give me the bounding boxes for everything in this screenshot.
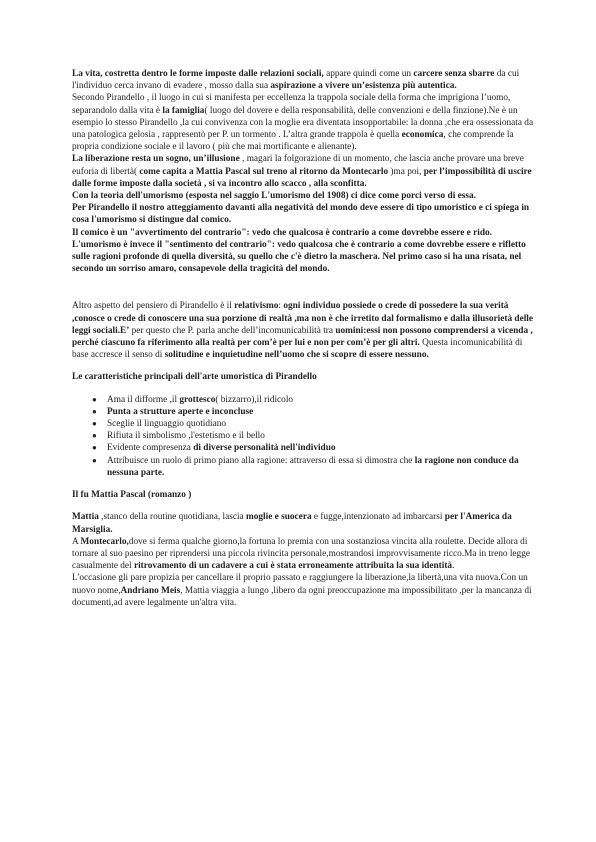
list-item xyxy=(92,430,536,442)
text-run: )ma poi, xyxy=(388,166,424,177)
text-run: . xyxy=(452,561,455,572)
list-item xyxy=(92,394,536,406)
bold-text: la ragione non conduce da nessuna parte. xyxy=(107,455,519,478)
paragraph-humor-attitude xyxy=(72,202,536,226)
paragraph-liberation xyxy=(72,153,536,190)
text-run: appare quindi come un xyxy=(323,69,414,79)
text-run: Secondo Pirandello , il luogo in cui si manifesta per eccellenza la trappola sociale della forma che imprigiona l’uomo, separandolo dalla vita è xyxy=(72,93,511,116)
text-run: , Mattia viaggia a lungo ,libero da ogni preoccupazione ma impossibilitato ,per la mancanza di documenti,ad avere legalmente un'altra vita. xyxy=(72,585,532,608)
bold-text: relativismo xyxy=(234,301,279,312)
bold-text: carcere senza sbarre xyxy=(413,69,495,79)
bold-text: di diverse personalità nell'individuo xyxy=(193,443,336,454)
bold-text: Andriano Meis xyxy=(120,585,181,596)
text-run: Ama il difforme ,il xyxy=(107,394,180,405)
paragraph-life-prison xyxy=(72,68,536,92)
text-run: Sceglie il linguaggio quotidiano xyxy=(107,419,227,430)
text-run: per questo che P. parla anche dell’incomunicabilità tra xyxy=(129,325,336,336)
bullet-icon: ● xyxy=(92,443,97,453)
bold-text: per l’impossibilità di uscire dalle forme imposte dalla società , si va incontro allo scacco , alla sconfitta. xyxy=(72,166,532,189)
text-run: Questa incomunicabilità di base accresce il senso di xyxy=(72,338,523,361)
bold-text: ritrovamento di un cadavere a cui è stata erroneamente attribuita la sua identità xyxy=(133,561,453,572)
heading-text: Le caratteristiche principali dell'arte umoristica di Pirandello xyxy=(72,372,317,383)
text-run: Altro aspetto del pensiero di Pirandello è il xyxy=(72,301,235,312)
text-run: : xyxy=(278,301,284,312)
spacer xyxy=(72,501,536,511)
heading-text: Il fu Mattia Pascal (romanzo ) xyxy=(72,490,192,501)
text-run: ,stanco della routine quotidiana, lascia xyxy=(98,512,247,523)
bold-text: Con la teoria dell'umorismo (esposta nel saggio L'umorismo del 1908) ci dice come porci verso di essa. xyxy=(72,191,476,202)
spacer xyxy=(72,479,536,489)
features-list xyxy=(72,394,536,479)
bold-text: solitudine e inquietudine nell’uomo che si scopre di essere nessuno. xyxy=(164,350,429,361)
text-run: ( luogo del dovere e della responsabilità, delle convenzioni e della finzione).Ne è un esempio lo stesso Pirandello ,la cui convivenza con la moglie era diventata insopportabile: la donna ,che era ossessionata da una patologica gelosia , rappresentò per P. un tormento . L’altra grande trappola è quella xyxy=(72,105,534,141)
paragraph-montecarlo xyxy=(72,536,536,573)
bullet-icon: ● xyxy=(92,431,97,441)
bold-text: uomini:essi non possono comprendersi a vicenda , perché ciascuno fa riferimento alla realtà per com’è per lui e non per com’è per gli altri. xyxy=(72,325,533,349)
paragraph-humor-definition xyxy=(72,239,536,276)
bold-text: Mattia xyxy=(72,512,99,523)
text-run: , che comprende la propria condizione sociale e il lavoro ( più che mai mortificante e alienante). xyxy=(72,130,514,153)
paragraph-new-life xyxy=(72,572,536,609)
list-item xyxy=(92,455,536,479)
bullet-icon: ● xyxy=(92,406,97,416)
bold-text: come capita a Mattia Pascal sul treno al ritorno da Montecarlo xyxy=(139,166,389,177)
bold-text: L'umorismo è invece il "sentimento del contrario": vedo qualcosa che è contrario a come dovrebbe essere e rifletto sulle ragioni profonde di quella diversità, su quello che c'è dietro la maschera. Nel primo caso si ha una risata, nel secondo un sorriso amaro, consapevole della tragicità del mondo. xyxy=(72,239,526,275)
paragraph-humor-theory xyxy=(72,190,536,202)
list-item xyxy=(92,418,536,430)
text-run: L'occasione gli pare propizia per cancellare il proprio passato e raggiungere la liberazione,la libertà,una vita nuova.Con un nuovo nome, xyxy=(72,573,528,596)
bold-text: La vita, costretta dentro le forme imposte dalle relazioni sociali, xyxy=(72,69,324,79)
spacer xyxy=(72,275,536,300)
text-run: , magari la folgorazione di un momento, che lascia anche provare una breve euforia di libertà( xyxy=(72,154,524,177)
text-run: Evidente compresenza xyxy=(107,443,194,454)
paragraph-mattia-escape xyxy=(72,511,536,535)
bullet-icon: ● xyxy=(92,419,97,429)
bold-text: moglie e suocera xyxy=(246,512,312,523)
paragraph-comic-definition xyxy=(72,227,536,239)
list-item xyxy=(92,406,536,418)
paragraph-family-trap xyxy=(72,92,536,153)
bold-text: grottesco xyxy=(179,394,216,405)
bold-text: Montecarlo, xyxy=(80,536,129,547)
text-run: Attribuisce un ruolo di primo piano alla ragione: attraverso di essa si dimostra che xyxy=(107,455,415,466)
text-run: A xyxy=(72,536,81,547)
bold-text: per l'America da Marsiglia. xyxy=(72,512,512,535)
section-heading-features xyxy=(72,371,536,383)
bold-text: economica xyxy=(401,130,444,141)
bold-text: Per Pirandello il nostro atteggiamento davanti alla negatività del mondo deve essere di tipo umoristico e ci spiega in cosa l'umorismo si distingue dal comico. xyxy=(72,203,530,226)
list-item xyxy=(92,442,536,454)
text-run: ( bizzarro),il ridicolo xyxy=(215,394,294,405)
text-run: dove si ferma qualche giorno,la fortuna lo premia con una sostanziosa vincita alla roulette. Decide allora di tornare al suo paesino per riprendersi una piccola rivincita personale,mostrandosi improvvisamente ricco.Ma in treno legge casualmente del xyxy=(72,536,530,572)
bold-text: la famiglia xyxy=(162,105,205,116)
bold-text: aspirazione a vivere un’esistenza più autentica. xyxy=(270,81,457,92)
text-run: Rifiuta il simbolismo ,l'estetismo e il bello xyxy=(107,431,265,442)
bullet-icon: ● xyxy=(92,455,97,465)
bold-text: Il comico è un "avvertimento del contrario": vedo che qualcosa è contrario a come dovrebbe essere e rido. xyxy=(72,227,492,238)
section-heading-novel xyxy=(72,489,536,501)
bold-text: ogni individuo possiede o crede di possedere la sua verità ,conosce o crede di conoscere una sua porzione di realtà ,ma non è che irretito dal formalismo e dalla illusorietà delle leggi sociali.E’ xyxy=(72,301,534,336)
bullet-icon: ● xyxy=(92,394,97,404)
spacer xyxy=(72,361,536,371)
text-run: da cui l'individuo cerca invano di evadere , mosso dalla sua xyxy=(72,69,520,92)
paragraph-relativism xyxy=(72,300,536,361)
text-run: e fugge,intenzionato ad imbarcarsi xyxy=(311,512,445,523)
spacer xyxy=(72,384,536,394)
bold-text: La liberazione resta un sogno, un’illusione xyxy=(72,154,240,165)
bold-text: Punta a strutture aperte e inconcluse xyxy=(107,406,254,417)
